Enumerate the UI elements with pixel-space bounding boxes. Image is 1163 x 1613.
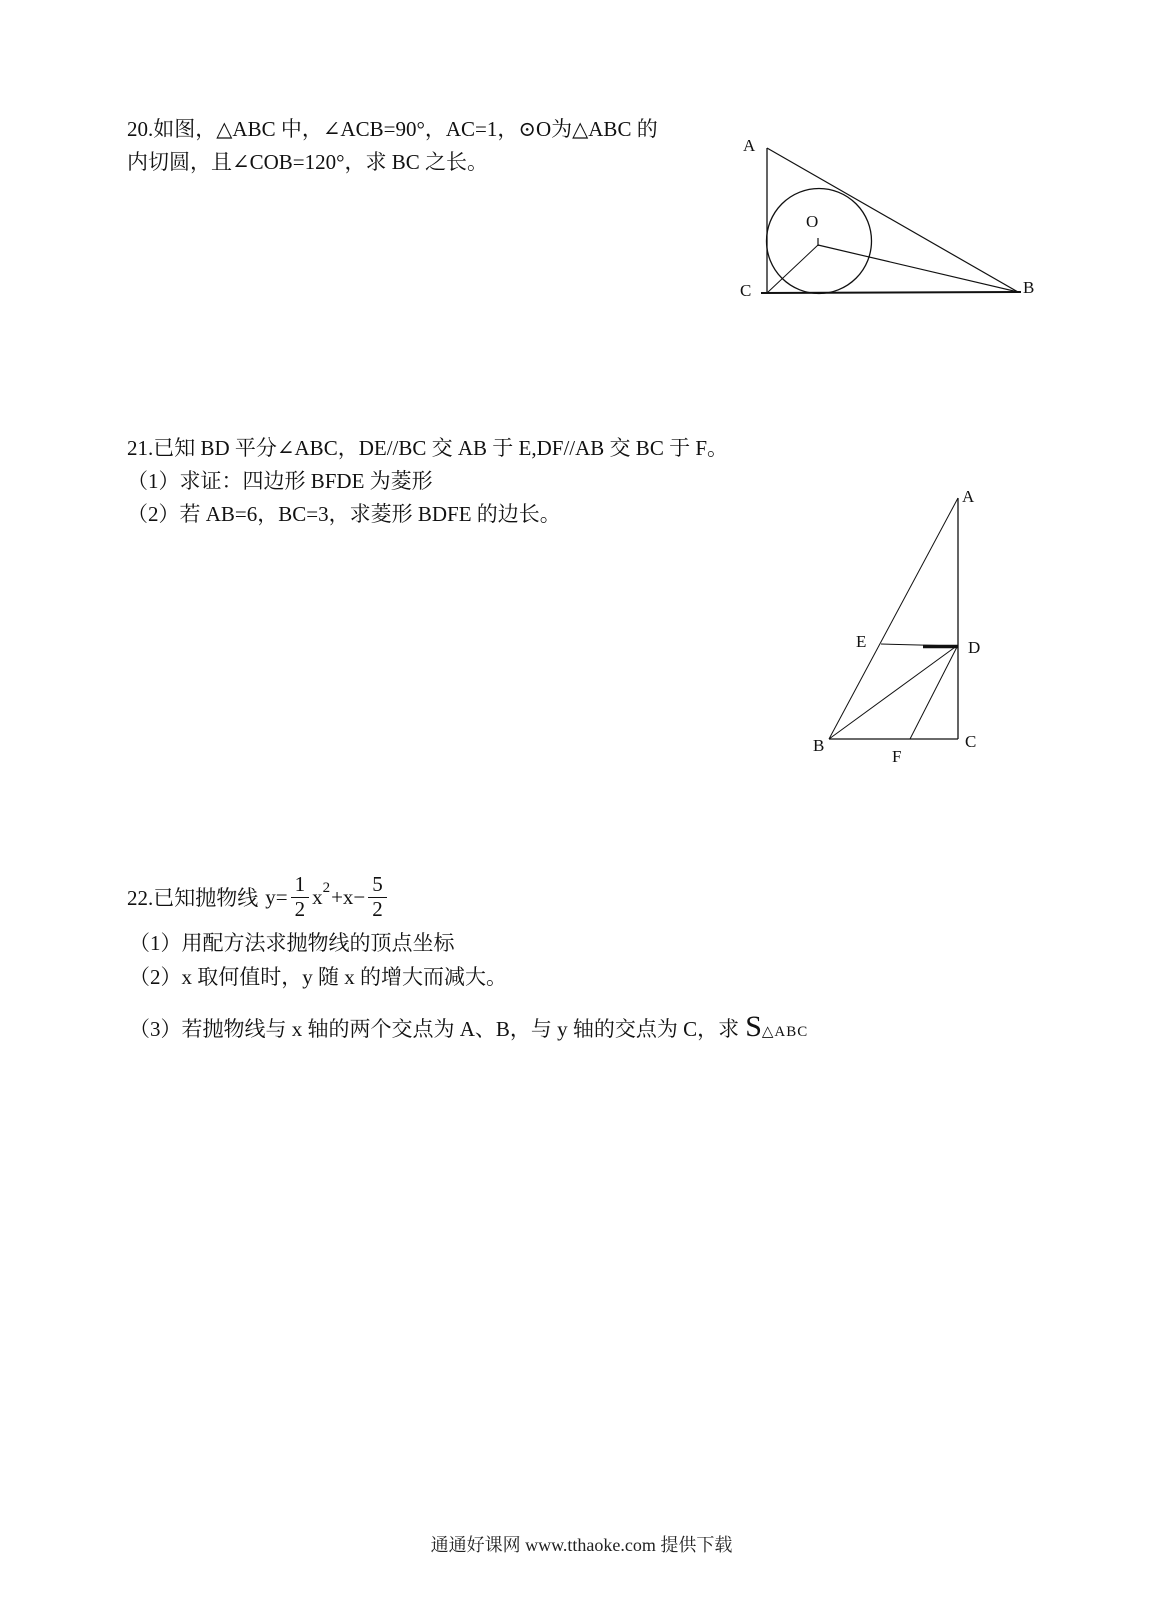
question-20-line-2: 内切圆，且∠COB=120°，求 BC 之长。 bbox=[127, 150, 489, 174]
formula-variable: x bbox=[312, 884, 323, 909]
vertex-label-e: E bbox=[856, 632, 867, 651]
segment-bd bbox=[829, 645, 958, 739]
page-footer: 通通好课网 www.tthaoke.com 提供下载 bbox=[430, 1535, 733, 1555]
fraction-five-halves bbox=[368, 873, 387, 921]
fraction-denominator: 2 bbox=[368, 897, 387, 922]
question-20 bbox=[127, 113, 658, 179]
vertex-label-b: B bbox=[813, 736, 825, 755]
vertex-label-c: C bbox=[740, 281, 752, 300]
fraction-numerator: 5 bbox=[372, 871, 383, 896]
question-21 bbox=[127, 432, 728, 531]
vertex-label-d: D bbox=[968, 638, 981, 657]
side-cb bbox=[761, 292, 1021, 293]
fraction-numerator: 1 bbox=[294, 871, 306, 896]
question-22-prefix: 22.已知抛物线 bbox=[127, 886, 259, 910]
question-22-part-3-text: （3）若抛物线与 x 轴的两个交点为 A、B，与 y 轴的交点为 C，求 bbox=[129, 1017, 740, 1041]
question-22-part-2: （2）x 取何值时，y 随 x 的增大而减大。 bbox=[129, 965, 507, 989]
inscribed-circle bbox=[767, 189, 872, 294]
formula-lhs: y= bbox=[265, 884, 288, 909]
vertex-label-a: A bbox=[962, 487, 975, 506]
segment-df bbox=[910, 645, 958, 739]
question-22-part-1: （1）用配方法求抛物线的顶点坐标 bbox=[129, 931, 455, 955]
side-ba bbox=[829, 498, 958, 739]
question-20-line-1: 20.如图，△ABC 中，∠ACB=90°，AC=1，⊙O为△ABC 的 bbox=[127, 117, 658, 141]
question-22-stem bbox=[127, 866, 390, 928]
vertex-label-b: B bbox=[1023, 278, 1035, 297]
question-21-part-2: （2）若 AB=6，BC=3，求菱形 BDFE 的边长。 bbox=[127, 502, 561, 526]
vertex-label-c: C bbox=[965, 732, 977, 751]
question-22-part-3 bbox=[129, 1010, 808, 1044]
center-label-o: O bbox=[806, 212, 819, 231]
formula-middle: +x− bbox=[331, 884, 366, 909]
rhombus-triangle-diagram bbox=[785, 470, 1000, 780]
side-ab bbox=[767, 148, 1018, 292]
question-21-stem: 21.已知 BD 平分∠ABC，DE//BC 交 AB 于 E,DF//AB 交 BC 于 F。 bbox=[127, 436, 729, 460]
vertex-label-f: F bbox=[892, 747, 902, 766]
fraction-denominator: 2 bbox=[291, 897, 310, 922]
vertex-label-a: A bbox=[743, 136, 756, 155]
question-21-part-1: （1）求证：四边形 BFDE 为菱形 bbox=[127, 469, 433, 493]
formula-exponent: 2 bbox=[322, 879, 331, 896]
fraction-one-half bbox=[291, 873, 310, 921]
area-symbol: S bbox=[745, 1010, 762, 1043]
area-subscript: △ABC bbox=[761, 1024, 809, 1040]
triangle-incircle-diagram bbox=[715, 128, 1060, 313]
